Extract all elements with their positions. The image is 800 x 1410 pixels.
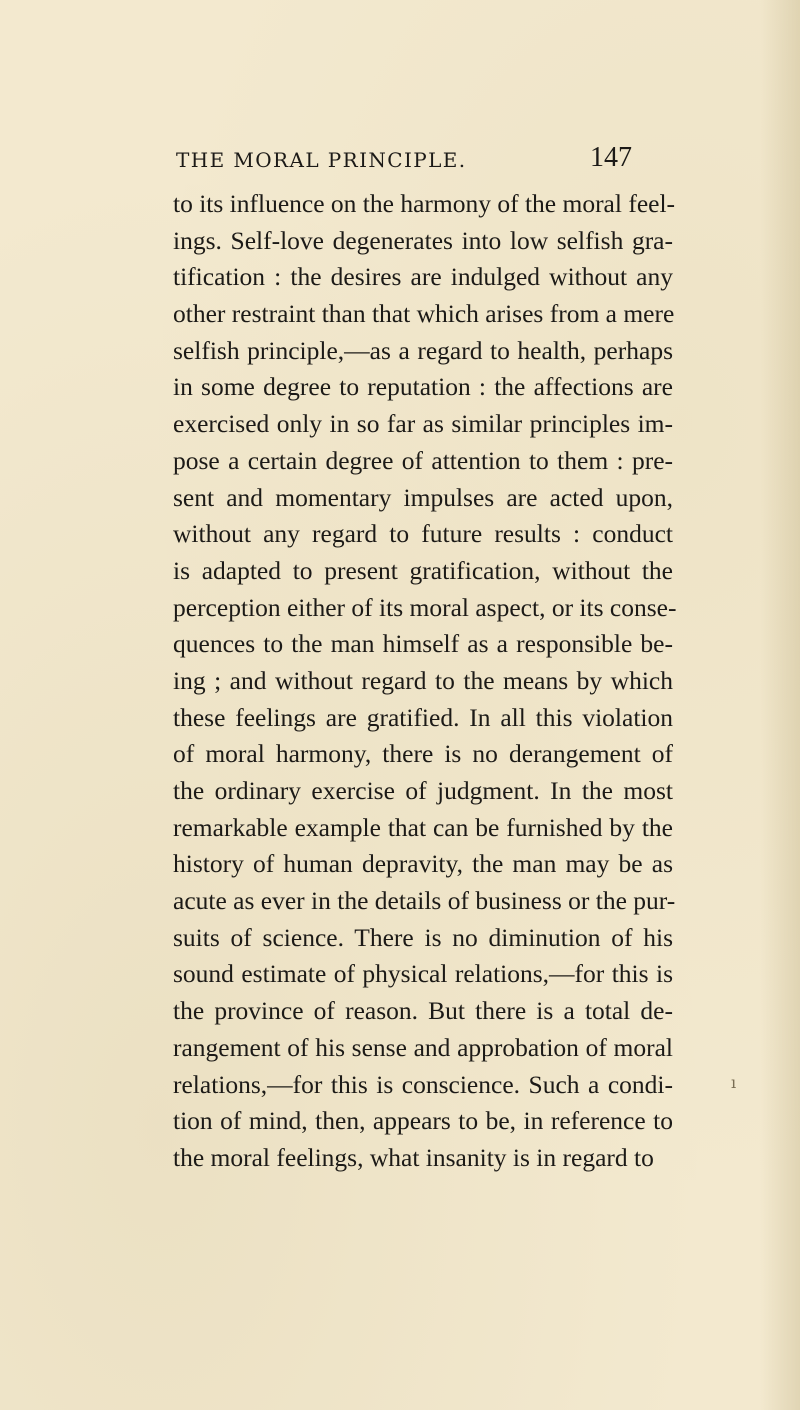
text-line: ing ; and without regard to the means by which [173,665,673,695]
text-line: in some degree to reputation : the affections are [173,372,673,402]
text-line: the province of reason. But there is a total de- [173,996,673,1026]
text-line: remarkable example that can be furnished by the [173,812,673,842]
text-line: of moral harmony, there is no derangement of [173,739,673,769]
text-line: history of human depravity, the man may be as [173,849,673,879]
text-line: acute as ever in the details of business or the pur- [173,886,676,916]
text-line: quences to the man himself as a responsible be- [173,629,673,659]
page-number: 147 [590,142,632,173]
text-line: sound estimate of physical relations,—for this is [173,959,673,989]
running-head [0,142,800,182]
text-line: ings. Self-love degenerates into low selfish gra- [173,225,673,255]
text-line: exercised only in so far as similar principles im- [173,409,673,439]
text-line: tification : the desires are indulged without any [173,262,673,292]
text-line: rangement of his sense and approbation of moral [173,1032,673,1062]
text-line: sent and momentary impulses are acted upon, [173,482,673,512]
text-line: tion of mind, then, appears to be, in reference to [173,1106,673,1136]
body-text [173,186,677,1177]
text-line: the moral feelings, what insanity is in regard to [173,1142,654,1172]
text-line: other restraint than that which arises from a mere [173,299,675,329]
text-line: suits of science. There is no diminution of his [173,922,673,952]
text-line: is adapted to present gratification, without the [173,555,673,585]
page-edge-shading [760,0,800,1410]
text-line: relations,—for this is conscience. Such a condi- [173,1069,673,1099]
running-title: THE MORAL PRINCIPLE. [176,148,467,172]
text-line: selfish principle,—as a regard to health, perhaps [173,335,673,365]
margin-mark: ı [731,1073,737,1092]
text-line: without any regard to future results : conduct [173,519,673,549]
text-line: to its influence on the harmony of the moral feel- [173,189,676,218]
text-line: the ordinary exercise of judgment. In the most [173,776,673,805]
text-line: pose a certain degree of attention to them : pre- [173,445,673,475]
text-line: these feelings are gratified. In all this violation [173,702,673,732]
text-line: perception either of its moral aspect, or its conse- [173,592,677,622]
